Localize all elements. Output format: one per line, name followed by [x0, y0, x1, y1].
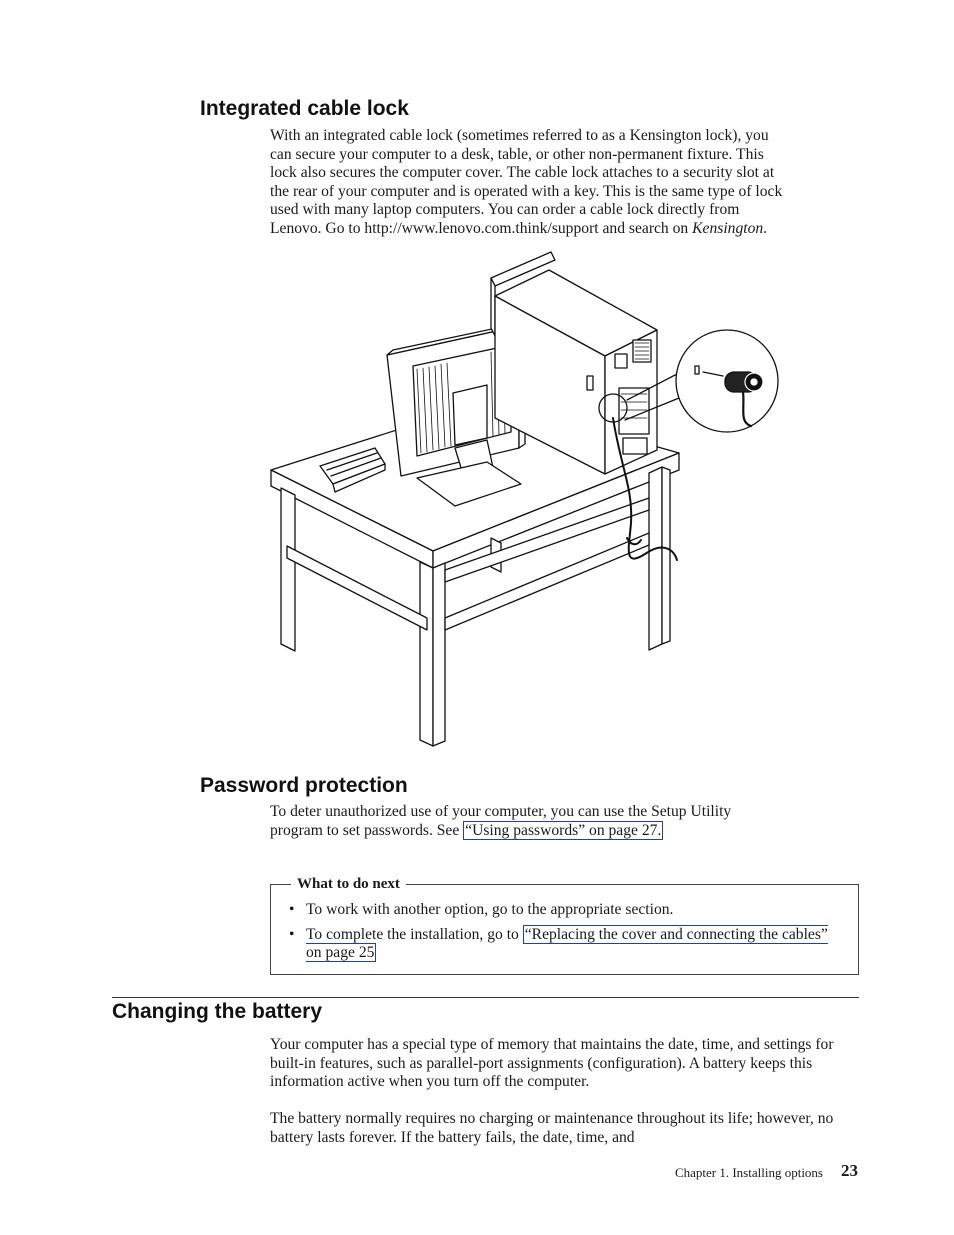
cable-lock-line: the rear of your computer and is operated with a key. This is the same type of lock [270, 182, 783, 200]
cable-lock-last-text: Lenovo. Go to http://www.lenovo.com.think/support and search on [270, 219, 693, 237]
cable-lock-illustration [265, 248, 785, 753]
battery-paragraph-2: The battery normally requires no charging or maintenance throughout its life; however, no battery lasts forever. If the battery fails, the date, time, and [270, 1110, 834, 1146]
cable-lock-line: used with many laptop computers. You can order a cable lock directly from [270, 201, 740, 219]
next-item-text: To work with another option, go to the appropriate section. [306, 901, 674, 918]
bullet: • [289, 901, 295, 918]
battery-paragraph-1: Your computer has a special type of memory that maintains the date, time, and settings for built-in features, such as parallel-port assignments (configuration). A battery keeps this information active when you turn off the computer. [270, 1036, 834, 1091]
lock-icon [725, 372, 763, 392]
next-item-text: To complete the installation, go to [306, 925, 523, 943]
period: . [763, 219, 768, 237]
what-to-do-next-title: What to do next [291, 876, 406, 893]
list-item [289, 926, 841, 963]
heading-password-protection: Password protection [200, 774, 408, 797]
section-divider [112, 997, 859, 998]
kensington-term: Kensington [692, 219, 764, 237]
list-item [289, 901, 841, 920]
cable-lock-paragraph [270, 127, 862, 239]
cable-lock-line: lock also secures the computer cover. The cable lock attaches to a security slot at [270, 164, 775, 182]
password-line: To deter unauthorized use of your computer, you can use the Setup Utility [270, 803, 732, 820]
password-paragraph [270, 803, 862, 840]
password-line [270, 822, 862, 841]
cable-lock-line: With an integrated cable lock (sometimes referred to as a Kensington lock), you [270, 127, 769, 144]
using-passwords-link[interactable]: “Using passwords” on page 27. [465, 821, 662, 839]
what-to-do-next-box [270, 876, 859, 975]
footer-chapter-title: Chapter 1. Installing options [674, 1165, 823, 1180]
password-text: program to set passwords. See [270, 821, 464, 839]
what-to-do-next-list [289, 901, 841, 969]
page-number: 23 [841, 1161, 858, 1180]
cable-lock-line [270, 220, 862, 239]
cable-lock-line: can secure your computer to a desk, table, or other non-permanent fixture. This [270, 145, 764, 163]
replacing-cover-link[interactable]: “Replacing the cover and connecting the cables” on page 25 [306, 925, 828, 962]
heading-changing-the-battery: Changing the battery [112, 1000, 323, 1023]
heading-integrated-cable-lock: Integrated cable lock [200, 97, 409, 120]
bullet: • [289, 925, 295, 943]
